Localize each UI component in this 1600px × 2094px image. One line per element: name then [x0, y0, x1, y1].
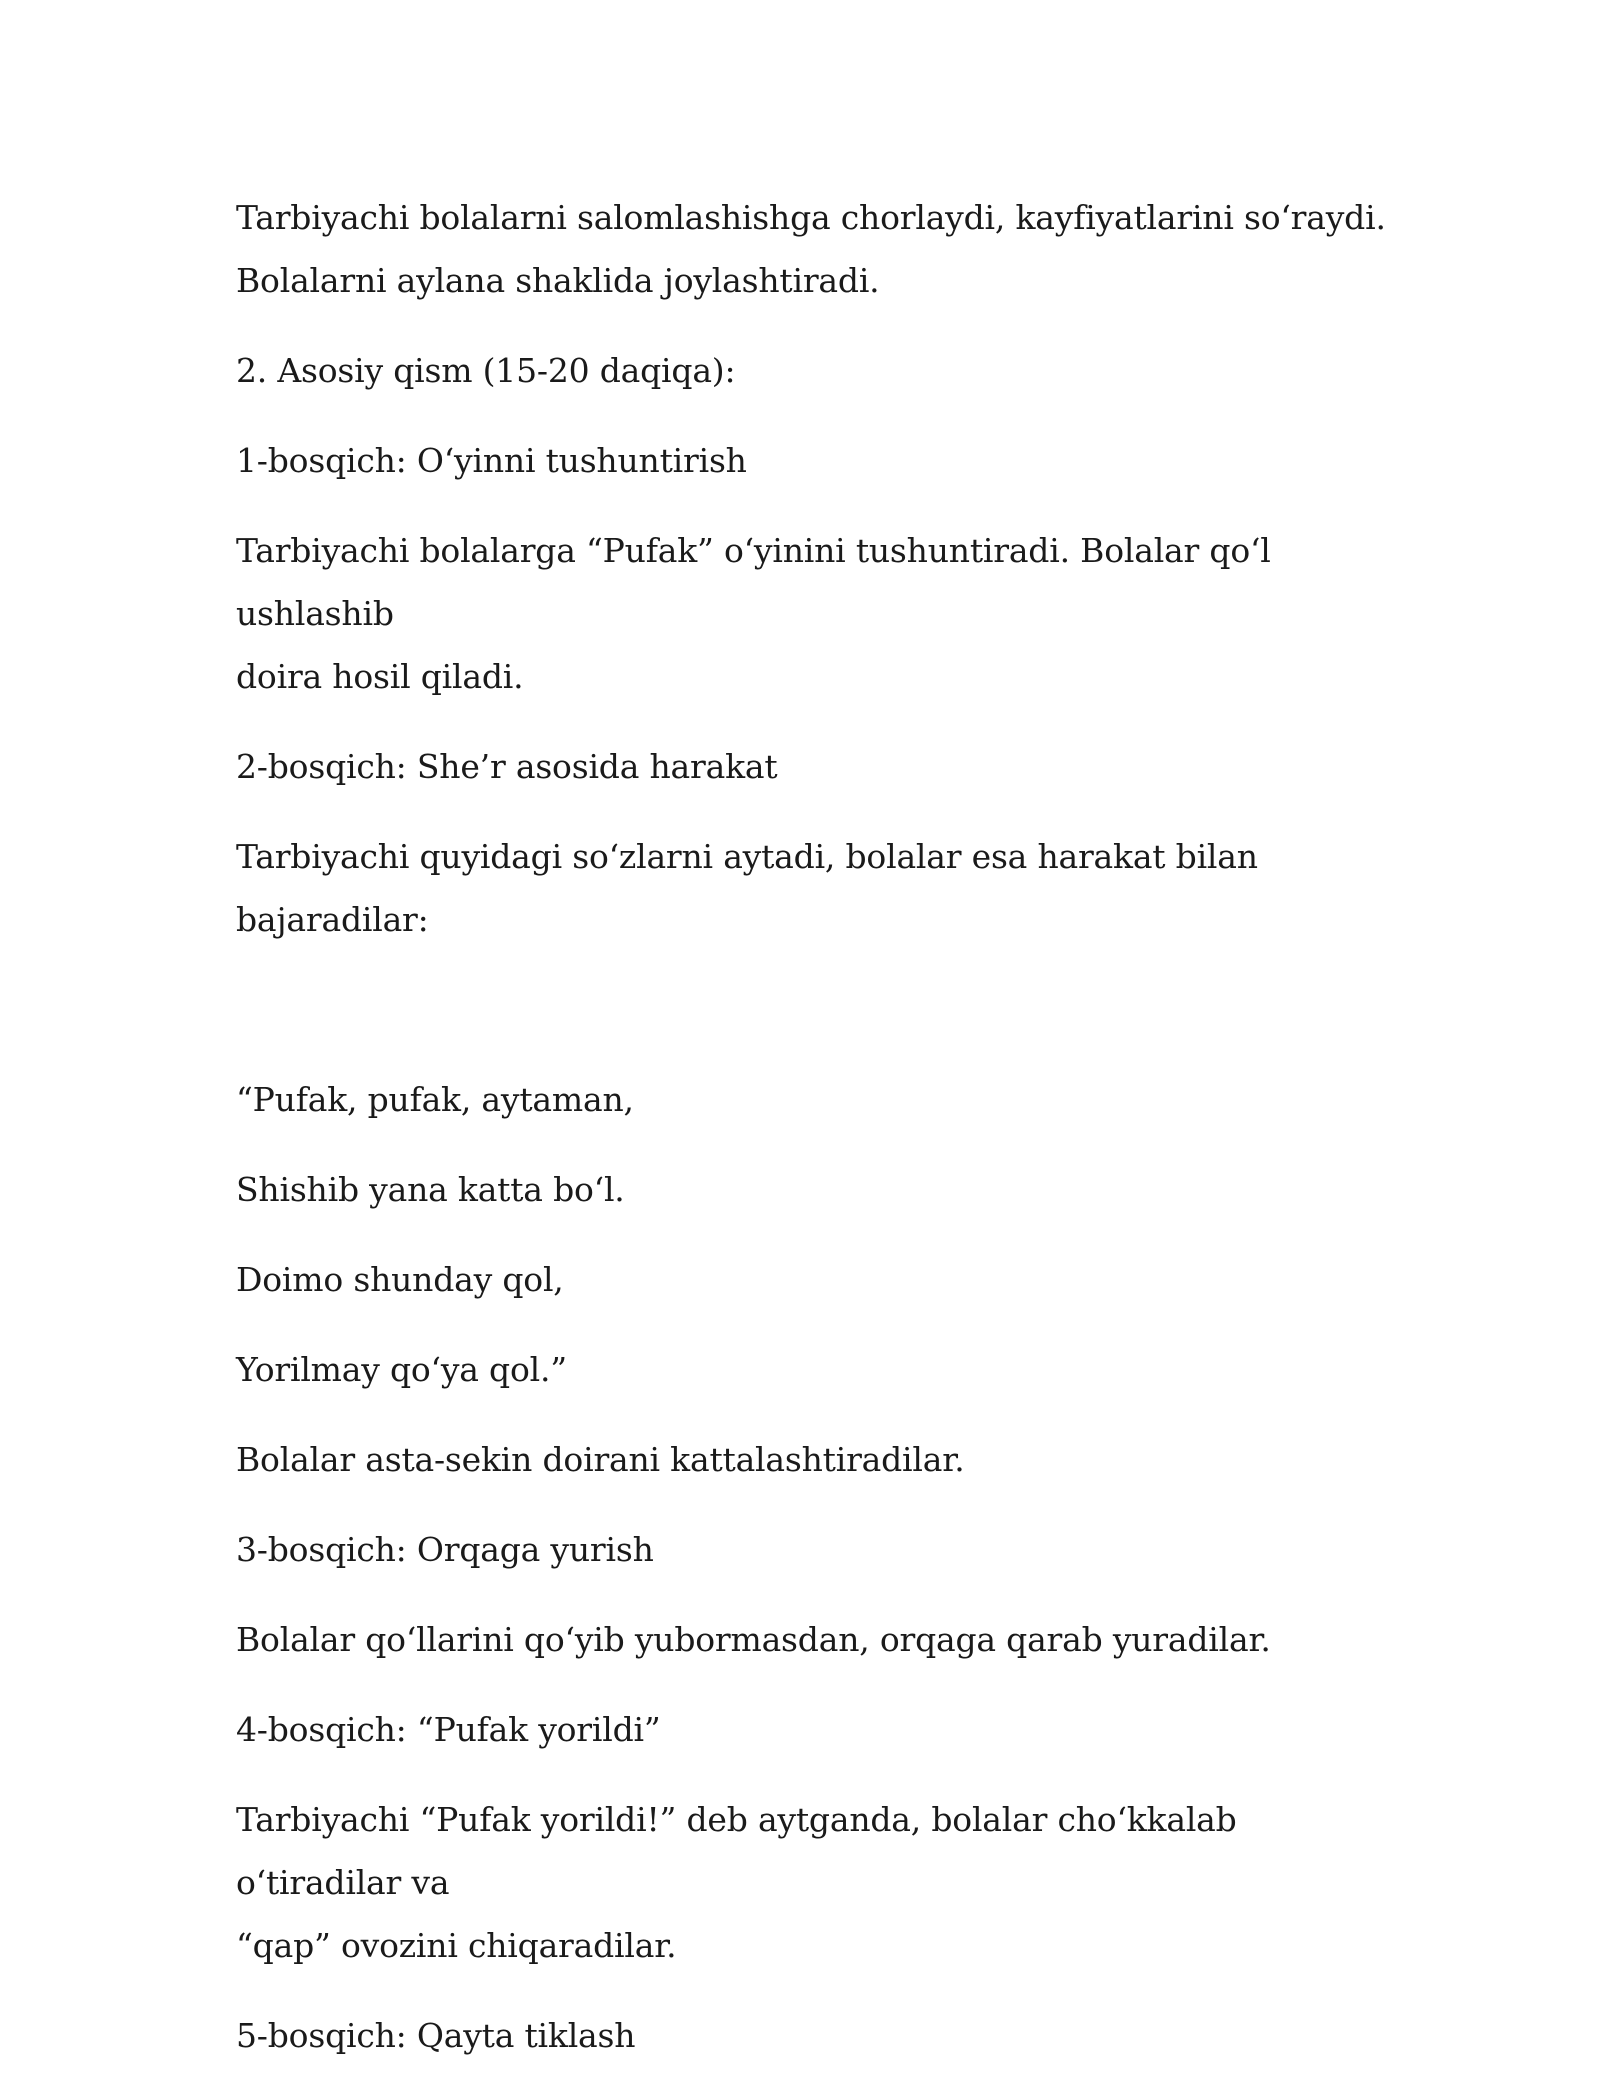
text-line: 1-bosqich: O‘yinni tushuntirish — [236, 441, 747, 480]
poem-line: Yorilmay qo‘ya qol.” — [236, 1350, 567, 1389]
step-heading-5 — [236, 2004, 1396, 2067]
paragraph-expand-circle — [236, 1428, 1396, 1491]
poem-line: “Pufak, pufak, aytaman, — [236, 1080, 634, 1119]
text-line: “qap” ovozini chiqaradilar. — [236, 1926, 677, 1965]
document-body — [236, 186, 1396, 2094]
paragraph-step-2 — [236, 825, 1396, 951]
step-heading-4 — [236, 1698, 1396, 1761]
section-heading-main-part — [236, 339, 1396, 402]
paragraph-greeting — [236, 186, 1396, 312]
step-heading-3 — [236, 1518, 1396, 1581]
text-line: 4-bosqich: “Pufak yorildi” — [236, 1710, 661, 1749]
text-line: doira hosil qiladi. — [236, 657, 524, 696]
text-line: 2. Asosiy qism (15-20 daqiqa): — [236, 351, 736, 390]
paragraph-step-4 — [236, 1788, 1396, 1977]
text-line: 5-bosqich: Qayta tiklash — [236, 2016, 636, 2055]
text-line: Bolalarni aylana shaklida joylashtiradi. — [236, 261, 880, 300]
paragraph-step-1 — [236, 519, 1396, 708]
text-line: Tarbiyachi “Pufak yorildi!” deb aytganda, bolalar cho‘kkalab o‘tiradilar va — [236, 1800, 1237, 1902]
text-line: Bolalar asta-sekin doirani kattalashtiradilar. — [236, 1440, 965, 1479]
text-line: Bolalar qo‘llarini qo‘yib yubormasdan, orqaga qarab yuradilar. — [236, 1620, 1271, 1659]
text-line: Tarbiyachi bolalarga “Pufak” o‘yinini tushuntiradi. Bolalar qo‘l ushlashib — [236, 531, 1271, 633]
poem-line: Doimo shunday qol, — [236, 1260, 564, 1299]
text-line: Tarbiyachi quyidagi so‘zlarni aytadi, bolalar esa harakat bilan bajaradilar: — [236, 837, 1258, 939]
text-line: 2-bosqich: She’r asosida harakat — [236, 747, 778, 786]
text-line: Tarbiyachi bolalarni salomlashishga chorlaydi, kayfiyatlarini so‘raydi. — [236, 198, 1386, 237]
poem-line: Shishib yana katta bo‘l. — [236, 1170, 625, 1209]
blank-line — [236, 978, 1396, 1068]
step-heading-1 — [236, 429, 1396, 492]
step-heading-2 — [236, 735, 1396, 798]
paragraph-step-3 — [236, 1608, 1396, 1671]
text-line: 3-bosqich: Orqaga yurish — [236, 1530, 654, 1569]
